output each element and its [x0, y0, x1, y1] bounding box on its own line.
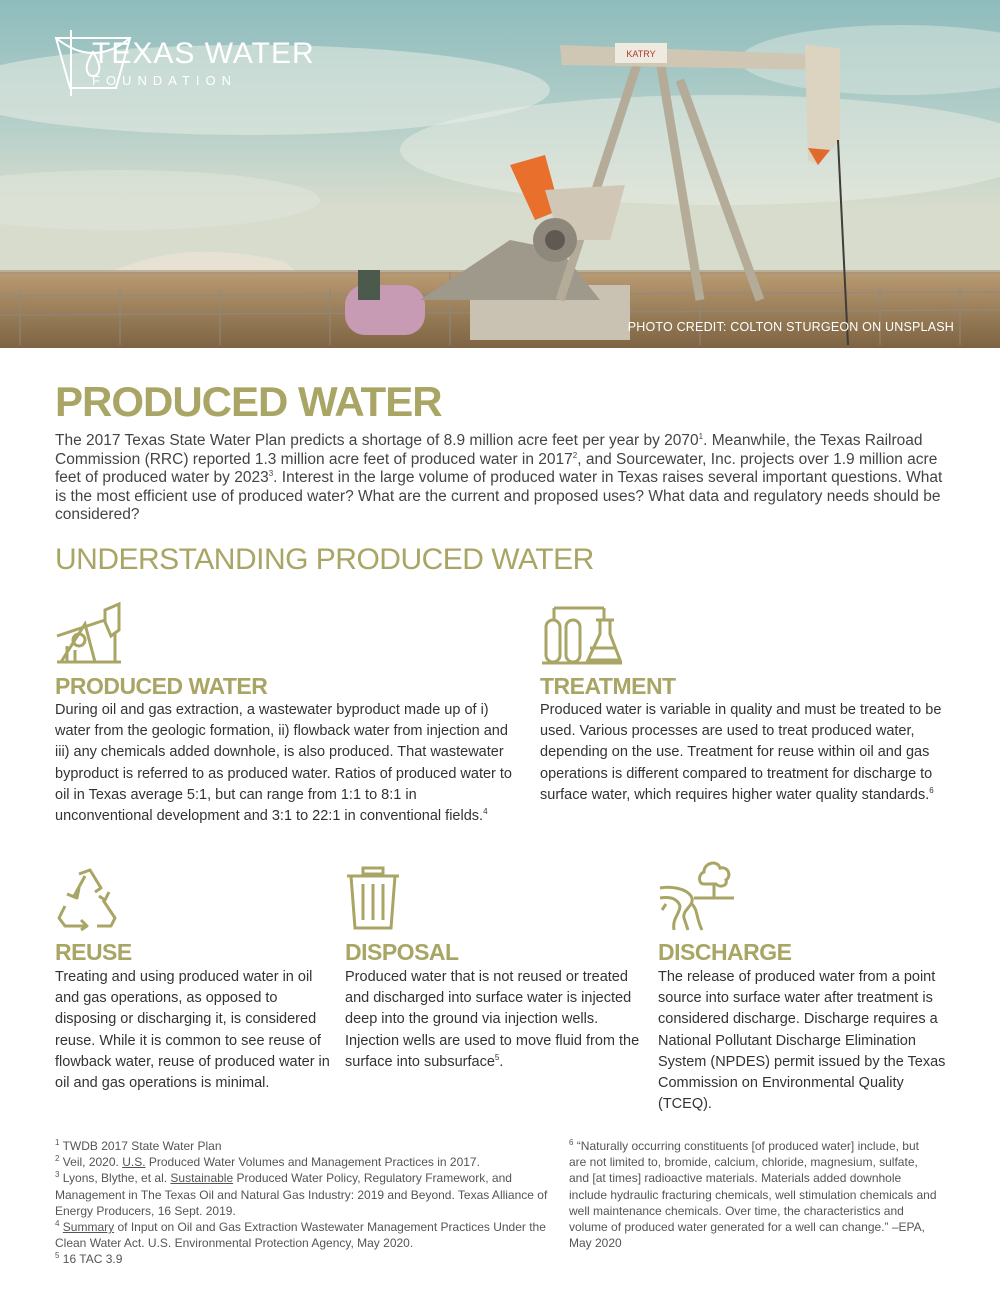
- footnote-5: $^5$ 16 TAC 3.9: [55, 1251, 123, 1267]
- footnote-4: $^4$ Summary of Input on Oil and Gas Extraction Wastewater Management Practices Under the Clean Water Act. U.S. Environmental Protection Agency, May 2020.: [55, 1219, 546, 1251]
- trash-can-icon: [345, 866, 401, 932]
- footnote-1: $^1$ TWDB 2017 State Water Plan: [55, 1138, 222, 1153]
- footnote-3-link[interactable]: Sustainable: [170, 1171, 234, 1186]
- treatment-body: Produced water is variable in quality and must be treated to be used. Various processes are used to treat produced water, depending on the use. Treatment for reuse within oil and gas operations is different compared to treatment for discharge to surface water, which requires higher water quality standards.$^6$: [540, 702, 942, 803]
- rig-sign-text: KATRY: [626, 49, 656, 59]
- reuse-body: Treating and using produced water in oil and gas operations, as opposed to disposing or discharging it, is considered reuse. While it is common to see reuse of flowback water, reuse of produced water in oil and gas operations is minimal.: [55, 969, 330, 1092]
- logo[interactable]: [54, 30, 315, 96]
- lab-flask-icon: [540, 600, 624, 666]
- footnotes-left: [55, 1138, 550, 1268]
- discharge-title: DISCHARGE: [658, 939, 792, 965]
- disposal-body: Produced water that is not reused or treated and discharged into surface water is injected deep into the ground via injection wells. Injection wells are used to move fluid from the surface into subsurface$^5$.: [345, 969, 640, 1070]
- footnote-6: $^6$ “Naturally occurring constituents [of produced water] include, but are not limited to, bromide, calcium, chloride, magnesium, sulfate, and [at times] radioactive materials. Materials added downhole include hydraulic fracturing chemicals, well stimulation chemicals and well maintenance chemicals. Over time, the characteristics and volume of produced water generated for a well can change.” –EPA, May 2020: [569, 1138, 937, 1251]
- produced-water-title: PRODUCED WATER: [55, 673, 268, 699]
- reuse-title: REUSE: [55, 939, 132, 965]
- org-sub: FOUNDATION: [92, 72, 237, 88]
- disposal-title: DISPOSAL: [345, 939, 459, 965]
- pump-jack-icon: [55, 600, 125, 666]
- footnote-3: $^3$ Lyons, Blythe, et al. Sustainable Produced Water Policy, Regulatory Framework, and Management in The Texas Oil and Natural Gas Industry: 2019 and Beyond. Texas Alliance of Energy Producers, 16 Sept. 2019.: [55, 1170, 548, 1218]
- river-tree-icon: [658, 858, 738, 932]
- hero-photo: [0, 0, 1000, 348]
- section-heading: UNDERSTANDING PRODUCED WATER: [55, 543, 594, 576]
- intro-paragraph: The 2017 Texas State Water Plan predicts a shortage of 8.9 million acre feet per year by 2070$^1$. Meanwhile, the Texas Railroad Commission (RRC) reported 1.3 million acre feet of produced water in 2017$^2$, and Sourcewater, Inc. projects over 1.9 million acre feet of produced water by 2023$^3$. Interest in the large volume of produced water in Texas raises several important questions. What is the most efficient use of produced water? What are the current and proposed uses? What data and regulatory needs should be considered?: [55, 431, 943, 523]
- produced-water-body: During oil and gas extraction, a wastewater byproduct made up of i) water from the geologic formation, ii) flowback water from injection and iii) any chemicals added downhole, is also produced. That wastewater byproduct is referred to as produced water. Ratios of produced water to oil in Texas average 5:1, but can range from 1:1 to 8:1 in unconventional development and 3:1 to 22:1 in conventional fields.$^4$: [55, 702, 512, 825]
- treatment-title: TREATMENT: [540, 673, 676, 699]
- page-title: PRODUCED WATER: [55, 378, 442, 425]
- recycle-icon: [55, 866, 125, 932]
- footnote-2-link[interactable]: U.S.: [122, 1155, 146, 1170]
- org-name: TEXAS WATER: [92, 36, 315, 70]
- footnote-4-link[interactable]: Summary: [62, 1220, 115, 1235]
- discharge-body: The release of produced water from a point source into surface water after treatment is considered discharge. Discharge requires a National Pollutant Discharge Elimination System (NPDES) permit issued by the Texas Commission on Environmental Quality (TCEQ).: [658, 969, 946, 1113]
- footnote-2: $^2$ Veil, 2020. U.S. Produced Water Volumes and Management Practices in 2017.: [55, 1154, 480, 1170]
- water-drop-logo-icon: [54, 30, 132, 96]
- photo-credit: PHOTO CREDIT: COLTON STURGEON ON UNSPLASH: [627, 320, 954, 334]
